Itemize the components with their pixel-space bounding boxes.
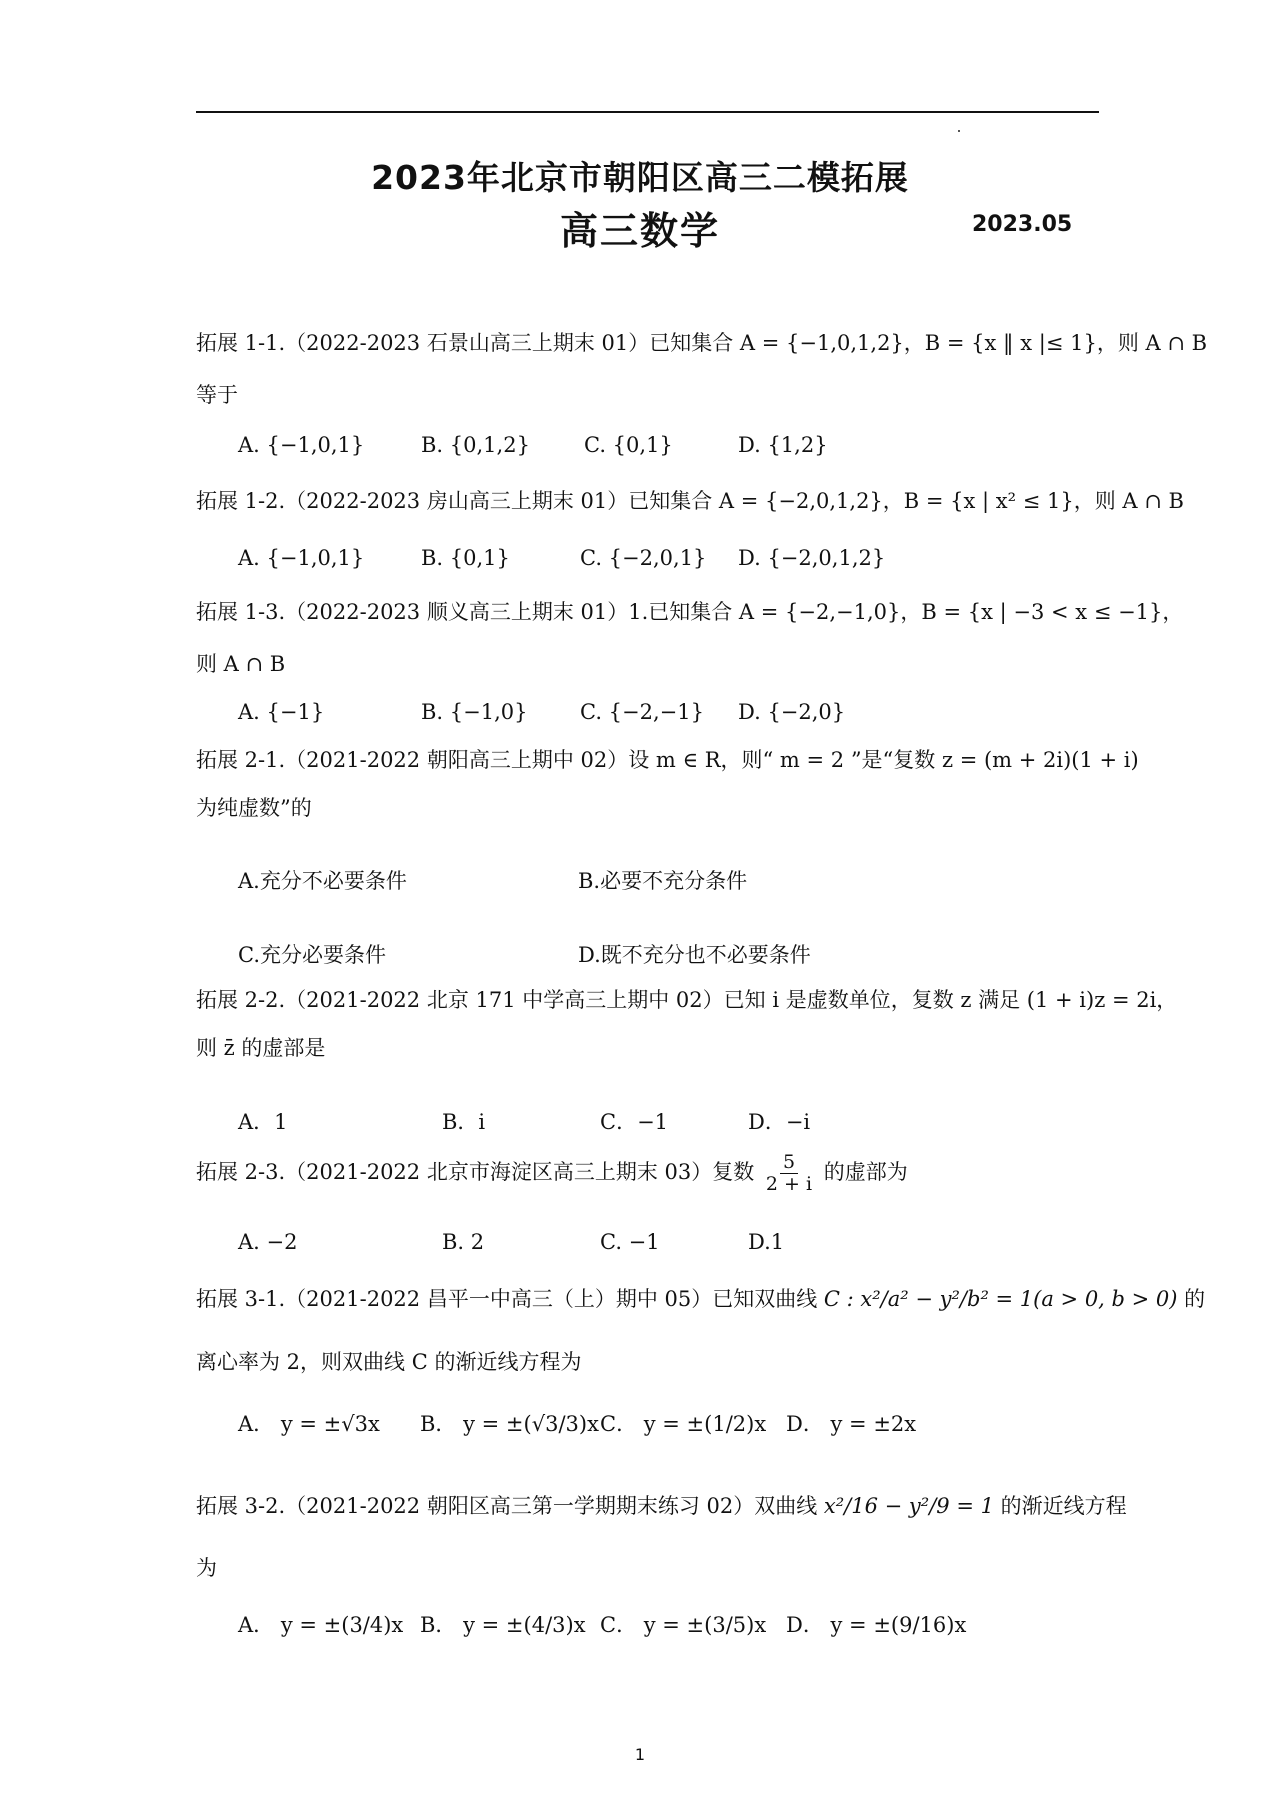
document-subtitle: 高三数学 (559, 209, 720, 253)
q2-1-option-d: D.既不充分也不必要条件 (578, 943, 811, 967)
question-1-2-line1: 拓展 1-2.（2022-2023 房山高三上期末 01）已知集合 A = {−2,0,1,2}，B = {x | x² ≤ 1}，则 A ∩ B (196, 489, 1184, 513)
fraction-numerator: 5 (780, 1152, 798, 1174)
q1-3-option-a: A. {−1} (238, 700, 325, 724)
fraction-5-over-2-plus-i (763, 1152, 815, 1195)
q2-2-option-d: D．−i (748, 1110, 811, 1134)
q1-3-option-c: C. {−2,−1} (580, 700, 704, 724)
q2-3-option-c: C. −1 (600, 1230, 660, 1254)
q1-3-option-b: B. {−1,0} (421, 700, 528, 724)
q1-1-option-c: C. {0,1} (584, 433, 673, 457)
question-2-3-line1 (196, 1152, 908, 1195)
q1-1-option-b: B. {0,1,2} (421, 433, 530, 457)
question-2-1-line1: 拓展 2-1.（2021-2022 朝阳高三上期中 02）设 m ∈ R，则“ m = 2 ”是“复数 z = (m + 2i)(1 + i) (196, 748, 1139, 772)
q3-1-option-d: D． y = ±2x (786, 1412, 917, 1436)
hyperbola-equation: C : x²/a² − y²/b² = 1(a > 0, b > 0) (823, 1287, 1178, 1311)
question-1-3-line1: 拓展 1-3.（2022-2023 顺义高三上期末 01）1.已知集合 A = {−2,−1,0}，B = {x | −3 < x ≤ −1}， (196, 600, 1184, 624)
question-1-1-line1: 拓展 1-1.（2022-2023 石景山高三上期末 01）已知集合 A = {−1,0,1,2}，B = {x ‖ x |≤ 1}，则 A ∩ B (196, 331, 1208, 355)
question-2-3-suffix: 的虚部为 (823, 1159, 908, 1184)
q2-2-option-c: C．−1 (600, 1110, 669, 1134)
q1-2-option-a: A. {−1,0,1} (238, 546, 365, 570)
document-title: 2023年北京市朝阳区高三二模拓展 (371, 158, 909, 197)
question-2-1-line2: 为纯虚数”的 (196, 796, 312, 820)
q1-1-option-a: A. {−1,0,1} (238, 433, 365, 457)
q3-2-option-c: C． y = ±(3/5)x (600, 1613, 767, 1637)
document-date: 2023.05 (972, 212, 1073, 237)
question-1-1-line2: 等于 (196, 383, 238, 407)
q2-3-option-b: B. 2 (442, 1230, 485, 1254)
hyperbola-equation-2: x²/16 − y²/9 = 1 (823, 1494, 994, 1518)
q2-2-option-b: B．i (442, 1110, 486, 1134)
question-2-3-prefix: 拓展 2-3.（2021-2022 北京市海淀区高三上期末 03）复数 (196, 1159, 755, 1184)
header-rule (196, 111, 1099, 113)
q2-2-option-a: A．1 (238, 1110, 288, 1134)
q2-1-option-a: A.充分不必要条件 (238, 869, 407, 893)
q3-2-option-d: D． y = ±(9/16)x (786, 1613, 967, 1637)
speck (958, 130, 960, 132)
q1-2-option-d: D. {−2,0,1,2} (738, 546, 886, 570)
question-3-1-line2: 离心率为 2，则双曲线 C 的渐近线方程为 (196, 1350, 582, 1374)
q3-2-option-a: A． y = ±(3/4)x (238, 1613, 404, 1637)
question-3-1-prefix: 拓展 3-1.（2021-2022 昌平一中高三（上）期中 05）已知双曲线 (196, 1287, 818, 1311)
q1-2-option-b: B. {0,1} (421, 546, 510, 570)
question-3-1-suffix: 的 (1184, 1287, 1206, 1311)
question-3-2-line1 (196, 1494, 1127, 1519)
question-2-2-line2: 则 z̄ 的虚部是 (196, 1036, 326, 1060)
fraction-denominator: 2 + i (765, 1172, 813, 1195)
q2-3-option-a: A. −2 (238, 1230, 298, 1254)
q3-1-option-c: C． y = ±(1/2)x (600, 1412, 767, 1436)
question-2-2-line1: 拓展 2-2.（2021-2022 北京 171 中学高三上期中 02）已知 i 是虚数单位，复数 z 满足 (1 + i)z = 2i， (196, 988, 1178, 1012)
question-3-1-line1 (196, 1287, 1205, 1312)
q2-1-option-c: C.充分必要条件 (238, 943, 386, 967)
question-3-2-suffix: 的渐近线方程 (1000, 1494, 1127, 1518)
q1-2-option-c: C. {−2,0,1} (580, 546, 707, 570)
q3-1-option-b: B． y = ±(√3/3)x (420, 1412, 599, 1436)
q2-1-option-b: B.必要不充分条件 (578, 869, 748, 893)
question-1-3-line2: 则 A ∩ B (196, 652, 286, 676)
question-3-2-line2: 为 (196, 1556, 217, 1580)
q2-3-option-d: D.1 (748, 1230, 785, 1254)
q1-1-option-d: D. {1,2} (738, 433, 828, 457)
q3-2-option-b: B． y = ±(4/3)x (420, 1613, 586, 1637)
q1-3-option-d: D. {−2,0} (738, 700, 846, 724)
question-3-2-prefix: 拓展 3-2.（2021-2022 朝阳区高三第一学期期末练习 02）双曲线 (196, 1494, 818, 1518)
page-number: 1 (634, 1745, 646, 1764)
q3-1-option-a: A． y = ±√3x (238, 1412, 380, 1436)
